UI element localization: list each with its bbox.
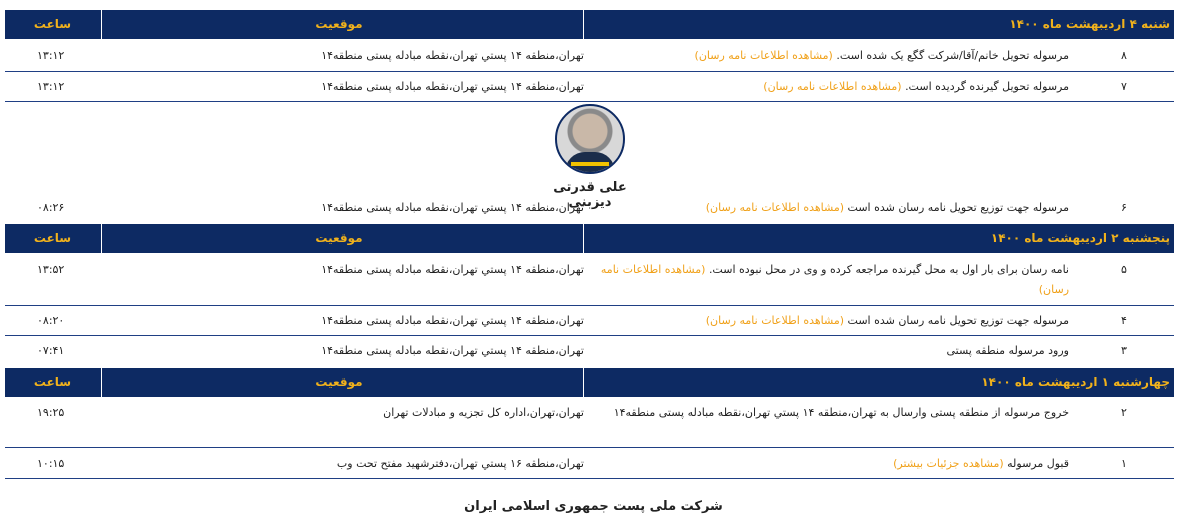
row-number: ۴ [1121,314,1127,327]
section-date: شنبه ۴ اردیبهشت ماه ۱۴۰۰ [1009,17,1170,31]
section-header-3 [5,368,1174,397]
row-time: ۰۷:۴۱ [37,344,65,357]
row-divider [5,478,1174,479]
location-header: موقعیت [95,368,584,397]
row-time: ۱۳:۱۲ [37,49,65,62]
row-number: ۱ [1121,457,1127,470]
row-description: خروج مرسوله از منطقه پستی وارسال به تهران،منطقه ۱۴ پستي تهران،نقطه مبادله پستی منطقه۱۴ [613,406,1069,419]
courier-info-link[interactable]: (مشاهده اطلاعات نامه رسان) [705,314,845,327]
section-date: پنجشنبه ۲ اردیبهشت ماه ۱۴۰۰ [990,231,1170,245]
carrier-name: علی قدرتی دیزبنی [553,180,627,210]
location-header: موقعیت [95,224,584,253]
row-divider [5,71,1174,72]
row-location: تهران،منطقه ۱۴ پستي تهران،نقطه مبادله پستی منطقه۱۴ [321,263,584,276]
row-description: مرسوله جهت توزیع تحویل نامه رسان شده است (مشاهده اطلاعات نامه رسان) [705,201,1069,214]
row-divider [5,335,1174,336]
footer-company-name: شرکت ملی پست جمهوری اسلامی ایران [464,499,723,514]
row-description: ورود مرسوله منطقه پستی [946,344,1069,357]
row-description: نامه رسان برای بار اول به محل گیرنده مراجعه کرده و وی در محل نبوده است. (مشاهده اطلاعات نامه رسان) [600,263,1069,296]
row-location: تهران،منطقه ۱۶ پستي تهران،دفترشهید مفتح تحت وب [336,457,584,470]
row-number: ۳ [1121,344,1127,357]
row-location: تهران،منطقه ۱۴ پستي تهران،نقطه مبادله پستی منطقه۱۴ [321,49,584,62]
courier-info-link[interactable]: (مشاهده اطلاعات نامه رسان) [705,201,845,214]
row-time: ۱۳:۱۲ [37,80,65,93]
row-location: تهران،منطقه ۱۴ پستي تهران،نقطه مبادله پستی منطقه۱۴ [321,80,584,93]
courier-info-link[interactable]: (مشاهده اطلاعات نامه رسان) [694,49,833,62]
row-number: ۶ [1121,201,1127,214]
row-location: تهران،منطقه ۱۴ پستي تهران،نقطه مبادله پستی منطقه۱۴ [321,201,584,214]
row-time: ۱۰:۱۵ [37,457,65,470]
courier-info-link[interactable]: (مشاهده اطلاعات نامه رسان) [763,80,902,93]
row-divider [5,305,1174,306]
time-header: ساعت [4,10,102,39]
row-location: تهران،تهران،اداره کل تجزیه و مبادلات تهران [383,406,584,419]
person-photo-icon [555,104,625,174]
row-location: تهران،منطقه ۱۴ پستي تهران،نقطه مبادله پستی منطقه۱۴ [321,344,584,357]
section-header-1 [5,10,1174,39]
row-time: ۰۸:۲۰ [37,314,65,327]
time-header: ساعت [4,224,102,253]
row-location: تهران،منطقه ۱۴ پستي تهران،نقطه مبادله پستی منطقه۱۴ [321,314,584,327]
time-header: ساعت [4,368,102,397]
row-description: مرسوله تحویل گیرنده گردیده است. (مشاهده اطلاعات نامه رسان) [763,80,1069,93]
section-date: چهارشنبه ۱ اردیبهشت ماه ۱۴۰۰ [981,375,1170,389]
row-number: ۷ [1121,80,1127,93]
carrier-card [530,104,650,210]
row-description: قبول مرسوله (مشاهده جزئیات بیشتر) [893,457,1069,470]
row-time: ۱۳:۵۲ [37,263,65,276]
row-description: مرسوله جهت توزیع تحویل نامه رسان شده است (مشاهده اطلاعات نامه رسان) [705,314,1069,327]
row-description: مرسوله تحویل خانم/آقا/شرکت گگع یک شده است. (مشاهده اطلاعات نامه رسان) [694,49,1069,62]
row-divider [5,447,1174,448]
more-details-link[interactable]: (مشاهده جزئیات بیشتر) [893,457,1004,470]
location-header: موقعیت [95,10,584,39]
row-number: ۲ [1121,406,1127,419]
section-header-2 [5,224,1174,253]
row-number: ۵ [1121,263,1127,276]
row-number: ۸ [1121,49,1127,62]
row-time: ۰۸:۲۶ [37,201,65,214]
row-time: ۱۹:۲۵ [37,406,65,419]
row-divider [5,101,1174,102]
courier-info-link[interactable]: (مشاهده اطلاعات نامه رسان) [600,263,1069,296]
